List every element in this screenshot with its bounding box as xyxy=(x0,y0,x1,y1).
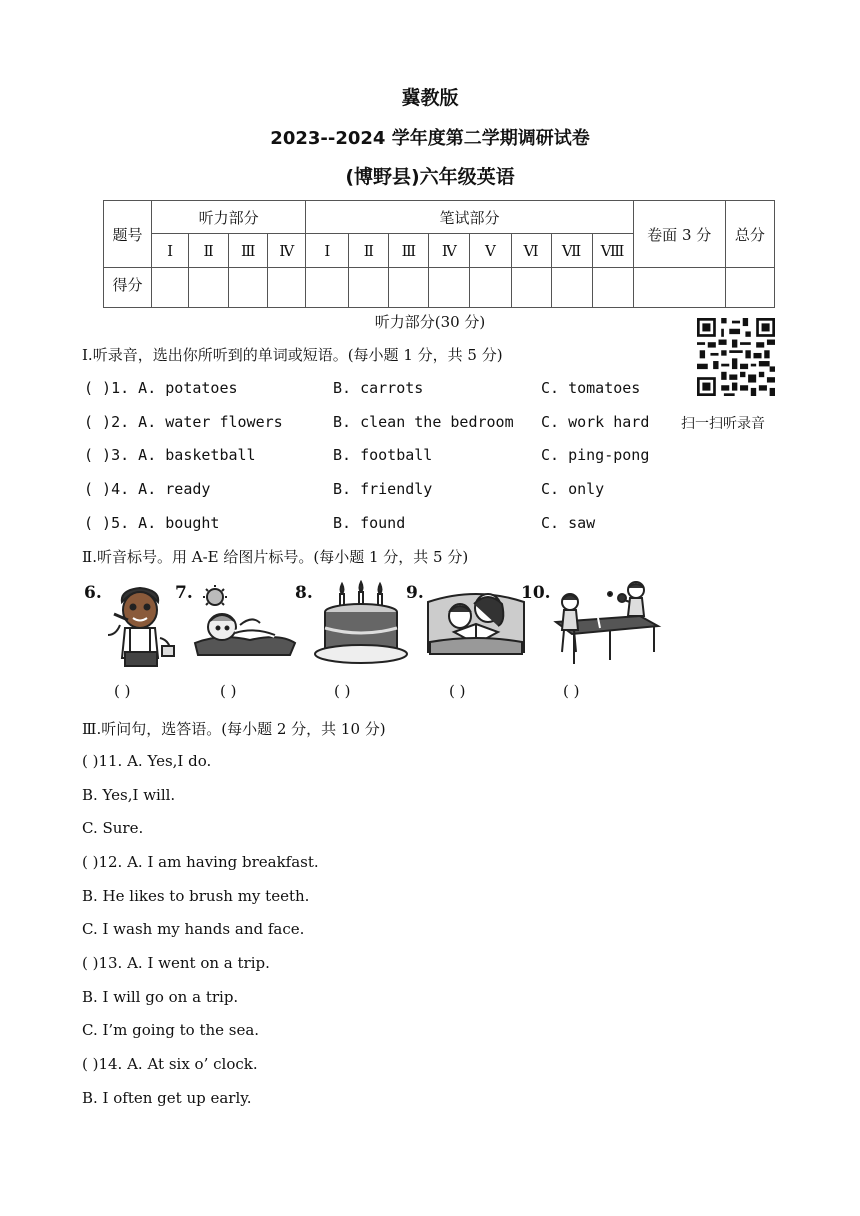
question-3-option-b[interactable]: B. football xyxy=(333,446,433,464)
section-3-title: Ⅲ.听问句，选答语。(每小题 2 分，共 10 分) xyxy=(82,720,386,738)
score-cell[interactable] xyxy=(429,268,470,308)
score-cell[interactable] xyxy=(268,268,306,308)
score-row-label: 得分 xyxy=(104,268,152,308)
question-14-option-b[interactable]: B. I often get up early. xyxy=(82,1089,252,1107)
section-2-title: Ⅱ.听音标号。用 A-E 给图片标号。(每小题 1 分，共 5 分) xyxy=(82,548,469,566)
picture-9-number: 9. xyxy=(406,583,424,603)
score-cell[interactable] xyxy=(725,268,774,308)
writing-col: Ⅶ xyxy=(551,234,592,268)
picture-10-number: 10. xyxy=(521,583,551,603)
listening-part-title: 听力部分(30 分) xyxy=(374,313,486,331)
birthday-cake-picture xyxy=(312,580,410,666)
picture-7-number: 7. xyxy=(175,583,193,603)
writing-col: Ⅲ xyxy=(389,234,429,268)
qr-code-icon[interactable] xyxy=(697,318,775,396)
listening-col: Ⅱ xyxy=(189,234,229,268)
score-cell[interactable] xyxy=(511,268,551,308)
writing-col: Ⅰ xyxy=(306,234,349,268)
exam-title: 2023--2024 学年度第二学期调研试卷 xyxy=(270,128,590,149)
question-1-option-b[interactable]: B. carrots xyxy=(333,379,424,397)
question-14-option-a[interactable]: ( )14. A. At six o’ clock. xyxy=(82,1055,258,1073)
question-12-option-b[interactable]: B. He likes to brush my teeth. xyxy=(82,887,310,905)
score-cell[interactable] xyxy=(633,268,725,308)
question-1-option-c[interactable]: C. tomatoes xyxy=(541,379,641,397)
question-11-option-a[interactable]: ( )11. A. Yes,I do. xyxy=(82,752,212,770)
question-number-header: 题号 xyxy=(104,201,152,268)
qr-caption: 扫一扫听录音 xyxy=(681,416,765,432)
writing-col: Ⅱ xyxy=(349,234,389,268)
question-13-option-b[interactable]: B. I will go on a trip. xyxy=(82,988,239,1006)
picture-8-answer-blank[interactable]: ( ) xyxy=(334,682,351,700)
boy-brushing-teeth-picture xyxy=(100,580,180,670)
section-1-title: Ⅰ.听录音，选出你所听到的单词或短语。(每小题 1 分，共 5 分) xyxy=(82,346,503,364)
writing-header: 笔试部分 xyxy=(306,201,633,234)
listening-col: Ⅳ xyxy=(268,234,306,268)
score-cell[interactable] xyxy=(592,268,633,308)
question-13-option-c[interactable]: C. I’m going to the sea. xyxy=(82,1021,260,1039)
question-5-option-c[interactable]: C. saw xyxy=(541,514,596,532)
question-4-option-b[interactable]: B. friendly xyxy=(333,480,433,498)
total-header: 总分 xyxy=(725,201,774,268)
child-swimming-picture xyxy=(190,585,300,670)
question-3-option-a[interactable]: ( )3. A. basketball xyxy=(84,446,256,464)
question-13-option-a[interactable]: ( )13. A. I went on a trip. xyxy=(82,954,270,972)
writing-col: Ⅷ xyxy=(592,234,633,268)
picture-7-answer-blank[interactable]: ( ) xyxy=(220,682,237,700)
picture-8-number: 8. xyxy=(295,583,313,603)
question-3-option-c[interactable]: C. ping-pong xyxy=(541,446,650,464)
score-cell[interactable] xyxy=(349,268,389,308)
score-cell[interactable] xyxy=(189,268,229,308)
score-table xyxy=(103,200,775,308)
exam-publisher: 冀教版 xyxy=(401,87,459,109)
writing-col: Ⅵ xyxy=(511,234,551,268)
picture-9-answer-blank[interactable]: ( ) xyxy=(449,682,466,700)
listening-col: Ⅲ xyxy=(229,234,268,268)
neatness-header: 卷面 3 分 xyxy=(633,201,725,268)
picture-6-answer-blank[interactable]: ( ) xyxy=(114,682,131,700)
score-cell[interactable] xyxy=(389,268,429,308)
kids-playing-ping-pong-picture xyxy=(550,580,662,666)
score-cell[interactable] xyxy=(551,268,592,308)
question-2-option-a[interactable]: ( )2. A. water flowers xyxy=(84,413,283,431)
question-5-option-a[interactable]: ( )5. A. bought xyxy=(84,514,220,532)
exam-subtitle: (博野县)六年级英语 xyxy=(345,166,515,188)
score-cell[interactable] xyxy=(470,268,511,308)
score-cell[interactable] xyxy=(229,268,268,308)
score-cell[interactable] xyxy=(306,268,349,308)
mother-reading-to-child-picture xyxy=(424,582,528,656)
question-2-option-c[interactable]: C. work hard xyxy=(541,413,650,431)
question-4-option-a[interactable]: ( )4. A. ready xyxy=(84,480,211,498)
writing-col: Ⅳ xyxy=(429,234,470,268)
picture-6-number: 6. xyxy=(84,583,102,603)
writing-col: Ⅴ xyxy=(470,234,511,268)
listening-col: Ⅰ xyxy=(152,234,189,268)
question-11-option-b[interactable]: B. Yes,I will. xyxy=(82,786,176,804)
question-12-option-a[interactable]: ( )12. A. I am having breakfast. xyxy=(82,853,319,871)
question-12-option-c[interactable]: C. I wash my hands and face. xyxy=(82,920,305,938)
question-2-option-b[interactable]: B. clean the bedroom xyxy=(333,413,514,431)
score-cell[interactable] xyxy=(152,268,189,308)
question-5-option-b[interactable]: B. found xyxy=(333,514,406,532)
question-1-option-a[interactable]: ( )1. A. potatoes xyxy=(84,379,238,397)
question-4-option-c[interactable]: C. only xyxy=(541,480,605,498)
question-11-option-c[interactable]: C. Sure. xyxy=(82,819,144,837)
listening-header: 听力部分 xyxy=(152,201,306,234)
picture-10-answer-blank[interactable]: ( ) xyxy=(563,682,580,700)
